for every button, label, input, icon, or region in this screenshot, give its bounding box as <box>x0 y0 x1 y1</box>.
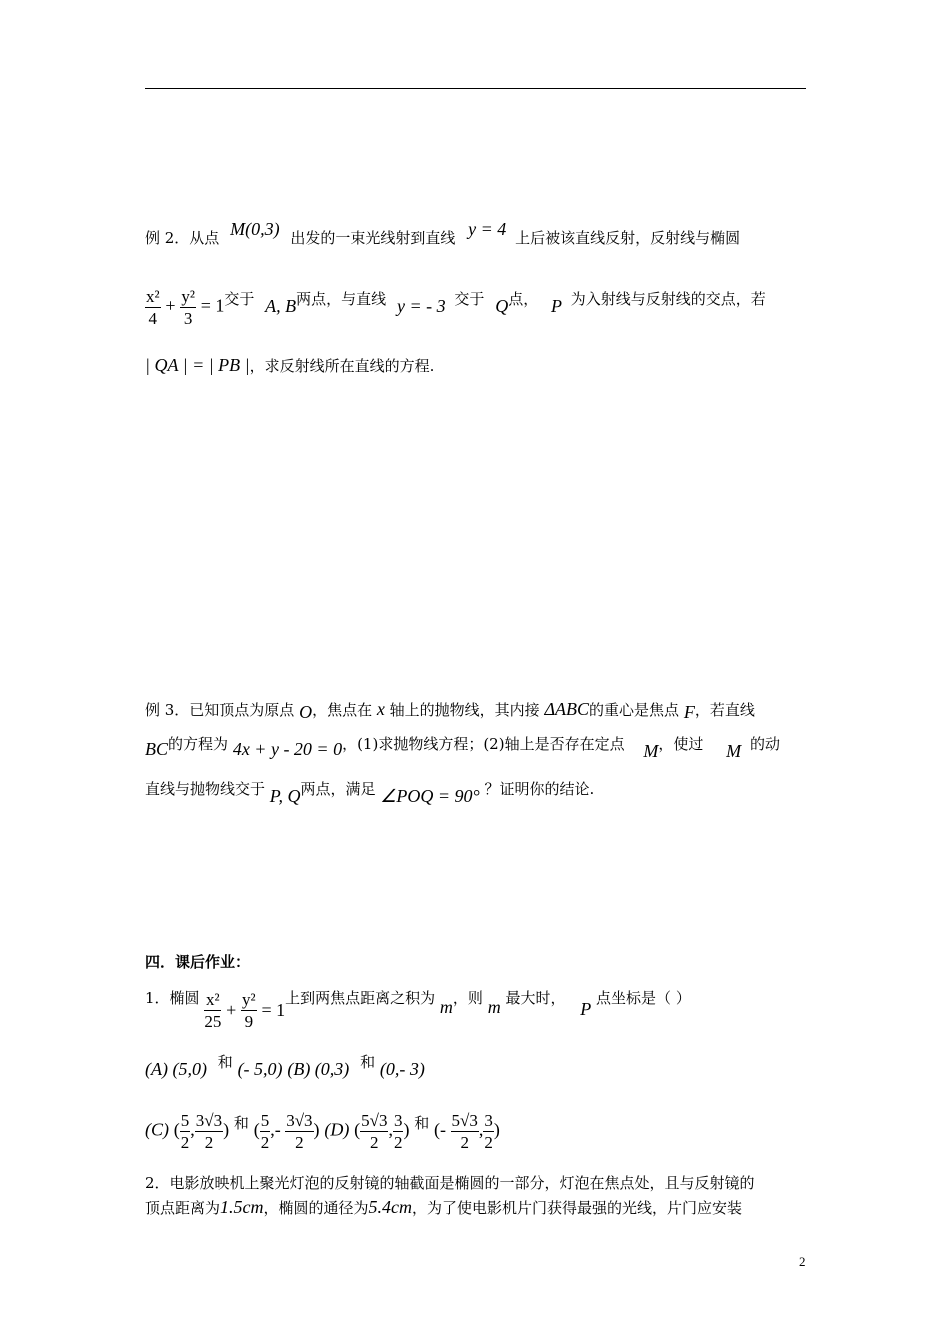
text: 两点，与直线 <box>296 289 387 308</box>
option-c-label: (C) <box>145 1119 169 1140</box>
option-b-point-2: (0,- 3) <box>379 1059 425 1079</box>
fraction: $\frac{5√3}{2}$ <box>451 1111 478 1152</box>
option-d-label: (D) <box>324 1119 350 1140</box>
math-point-p: P <box>580 999 592 1019</box>
math-condition: | QA | = | PB | <box>145 355 250 375</box>
homework-q1-stem <box>145 988 691 1030</box>
option-a: (A) (5,0) <box>145 1059 207 1079</box>
text: 和 <box>217 1053 233 1071</box>
text: 两点，满足 <box>300 780 376 798</box>
homework-q1-options-ab <box>145 1053 425 1079</box>
text: 和 <box>414 1113 430 1132</box>
example-3-line-3 <box>145 779 595 806</box>
option-b: (B) (0,3) <box>287 1059 350 1079</box>
header-rule <box>145 88 806 89</box>
text: 的重心是焦点 <box>589 701 680 719</box>
text: ，椭圆的通径为 <box>263 1199 369 1217</box>
text: ，为了使电影机片门获得最强的光线，片门应安装 <box>412 1199 743 1217</box>
fraction: $\frac{3√3}{2}$ <box>286 1111 313 1152</box>
text: 点坐标是（ ） <box>596 989 691 1007</box>
math-angle-condition: ∠POQ = 90° <box>380 786 480 806</box>
text: 最大时， <box>505 989 566 1007</box>
text: 交于 <box>224 289 255 308</box>
text: 的动 <box>749 735 780 753</box>
math-m: m <box>487 997 501 1017</box>
math-points-ab: A, B <box>265 295 297 316</box>
math-bc: BC <box>145 739 169 759</box>
math-points-pq: P, Q <box>269 786 301 806</box>
math-origin-o: O <box>299 702 313 722</box>
text: 出发的一束光线射到直线 <box>290 229 456 247</box>
text: ，焦点在 <box>312 701 373 719</box>
text: 顶点距离为 <box>145 1199 221 1217</box>
example-2-line-2 <box>145 288 766 327</box>
math-line-y4: y = 4 <box>468 219 507 239</box>
math-point-m: M <box>643 741 659 761</box>
text: 的方程为 <box>168 735 229 753</box>
fraction: $\frac{3√3}{2}$ <box>195 1111 223 1152</box>
example-2-line-1 <box>145 219 741 247</box>
text: 例 3．已知顶点为原点 <box>145 701 295 719</box>
math-distance: 1.5cm <box>220 1197 264 1217</box>
math-x: x <box>376 699 385 719</box>
text: 轴上的抛物线，其内接 <box>389 701 540 719</box>
text: ，求反射线所在直线的方程. <box>249 357 435 375</box>
math-focus-f: F <box>683 702 695 722</box>
text: 和 <box>233 1113 249 1132</box>
math-point-m: M <box>726 741 742 761</box>
homework-q2-line-2 <box>145 1198 742 1216</box>
example-3-line-1 <box>145 699 755 722</box>
example-3-line-2 <box>145 734 780 761</box>
fraction: $\frac{3}{2}$ <box>484 1111 493 1152</box>
math-m: m <box>439 997 453 1017</box>
math-latus-rectum: 5.4cm <box>368 1197 413 1217</box>
homework-q1-options-cd: (C) ( $\frac{5}{2}$ , $\frac{3√3}{2}$ ) 和 ( $\frac{5}{2}$ ,- $\frac{3√3}{2}$ ) (D) ( $\frac{5√3}{2}$ , $\frac{3}{2}$ ) 和 (- $\frac{5√3}{2}$ , $\frac{3}{2}$ ) <box>145 1111 500 1152</box>
math-line-y-3: y = - 3 <box>396 295 446 316</box>
equals-one: = 1 <box>261 1000 286 1020</box>
homework-heading: 四．课后作业： <box>145 953 251 971</box>
fraction: $\frac{5√3}{2}$ <box>361 1111 388 1152</box>
math-point-p: P <box>550 295 562 316</box>
text: 直线与抛物线交于 <box>145 780 266 798</box>
text: ？证明你的结论. <box>484 780 595 798</box>
plus-sign: + <box>226 1000 237 1020</box>
fraction-x2-4: $\frac{\text{x²}}{4}$ <box>146 287 160 328</box>
plus-sign: + <box>165 295 176 316</box>
text: ，若直线 <box>694 701 755 719</box>
math-equation-bc: 4x + y - 20 = 0 <box>232 739 343 759</box>
text: ，(1)求抛物线方程；(2)轴上是否存在定点 <box>342 735 625 753</box>
math-point-m: M(0,3) <box>230 219 280 239</box>
fraction-x2-25: $\frac{\text{x²}}{25}$ <box>204 990 222 1031</box>
fraction: $\frac{5}{2}$ <box>260 1111 270 1152</box>
text: 为入射线与反射线的交点，若 <box>570 289 766 308</box>
page-number: 2 <box>799 1254 806 1269</box>
text: ，使过 <box>658 735 704 753</box>
text: 交于 <box>454 289 485 308</box>
homework-q2-line-1: 2．电影放映机上聚光灯泡的反射镜的轴截面是椭圆的一部分，灯泡在焦点处，且与反射镜的 <box>145 1174 755 1192</box>
fraction: $\frac{5}{2}$ <box>180 1111 190 1152</box>
text: 上到两焦点距离之积为 <box>285 989 436 1007</box>
fraction-y2-9: $\frac{\text{y²}}{9}$ <box>242 990 256 1031</box>
text: 例 2．从点 <box>145 229 220 247</box>
text: 上后被该直线反射，反射线与椭圆 <box>515 229 741 247</box>
text: 1．椭圆 <box>145 989 200 1007</box>
option-a-point-2: (- 5,0) <box>237 1059 283 1079</box>
fraction-y2-3: $\frac{\text{y²}}{3}$ <box>181 287 195 328</box>
equals-one: = 1 <box>200 295 225 316</box>
math-point-q: Q <box>495 295 509 316</box>
text: ，则 <box>452 989 483 1007</box>
example-2-line-3 <box>145 356 434 374</box>
math-triangle: ΔABC <box>544 699 590 719</box>
text: 点， <box>508 289 539 308</box>
text: 和 <box>360 1053 376 1071</box>
fraction: $\frac{3}{2}$ <box>393 1111 403 1152</box>
